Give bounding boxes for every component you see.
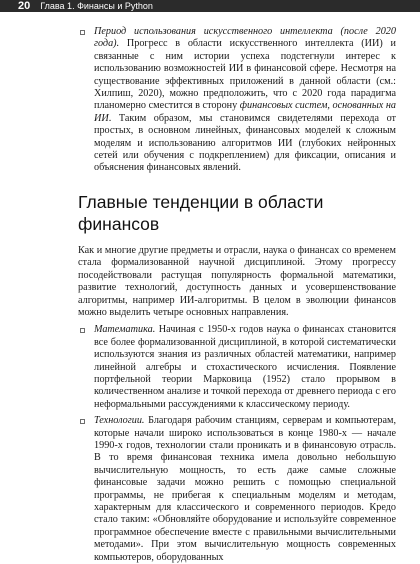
bullet-text: Благодаря рабочим станциям, серверам и компьютерам, которые начали широко использоваться в конце 1980-х — начале 1990-х годов, технологии стали проникать и в финансовую отрасль. В то время финансовая техника имела довольно небольшую вычислительную мощность, то есть даже самые сложные финансовые задачи можно решить с помощью специальной программы, не прибегая к специальным моделям и методам, характерным для классического и современного периодов. Кредо стало таким: «Обновляйте оборудование и используйте современное программное обеспечение вместе с правильными вычислительными методами». При этом вычислительную мощность современных компьютеров, оборудованных [94,415,396,563]
square-bullet-icon [80,30,85,35]
running-head [0,0,420,12]
bullet-text: . Таким образом, мы становимся свидетелями перехода от простых, в основном линейных, финансовых моделей к сложным моделям и использованию алгоритмов ИИ (глубоких нейронных сетей или обучения с подкреплением) для фиксации, описания и объяснения финансовых явлений. [94,112,396,174]
bullet-text: Начиная с 1950-х годов наука о финансах становится все более формализованной дисциплиной, в которой систематически используются знания из различных областей математики, например линейной алгебры и стохастического исчисления. Появление портфельной теории Марковица (1952) стало прорывом в количественном анализе и точкой перехода от древнего периода с его неформальными рассуждениями к классическому периоду. [94,324,396,410]
page-number: 20 [18,0,31,12]
square-bullet-icon [80,328,85,333]
trend-bullet-technology [78,415,396,564]
bullet-lead: Период использования искусственного интеллекта (после 2020 года). [94,26,396,50]
bullet-lead: Технологии. [94,415,145,427]
intro-paragraph: Как и многие другие предметы и отрасли, наука о финансах со временем стала формализованной научной дисциплиной. Этому прогрессу посодействовали растущая популярность формальной математики, развитие технологий, доступность данных и усовершенствование алгоритмы, например ИИ-алгоритмы. В целом в эволюции финансов можно выделить четыре основных направления. [78,244,396,318]
bullet-lead: Математика. [94,324,156,336]
bullet-text: Прогресс в области искусственного интеллекта (ИИ) и связанные с ним истории успеха подстегнули интерес к использованию возможностей ИИ в финансовой сфере. Несмотря на существование эффективных приложений в данной области (см.: Хилпиш, 2020), можно предположить, что с 2020 года парадигма планомерно сместится в сторону [94,38,396,112]
chapter-title: Глава 1. Финансы и Python [40,1,153,11]
trend-bullet-mathematics [78,324,396,411]
section-heading: Главные тенденции в области финансов [78,191,324,234]
page-body [78,26,396,564]
period-bullet [78,26,396,175]
bullet-emphasis: финансовых систем, основанных на ИИ [94,100,396,124]
